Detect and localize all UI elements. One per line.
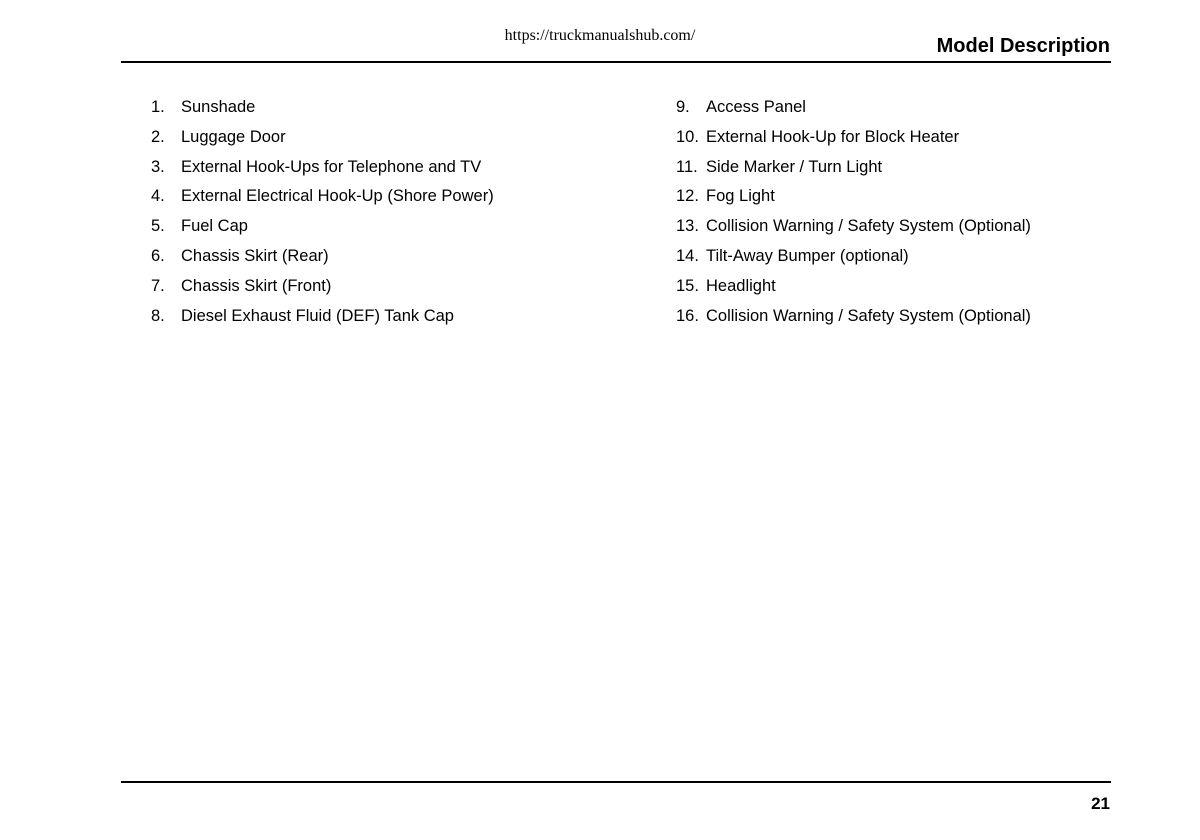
- list-item: [151, 304, 494, 334]
- item-number: 13.: [676, 217, 699, 236]
- item-label: Sunshade: [181, 98, 256, 116]
- list-item: [676, 155, 1031, 185]
- list-item: [151, 244, 494, 274]
- item-number: 6.: [151, 246, 165, 265]
- list-item: [676, 304, 1031, 334]
- header-rule: [121, 61, 1111, 63]
- list-item: [676, 274, 1031, 304]
- item-label: Side Marker / Turn Light: [706, 157, 883, 176]
- footer-rule: [121, 781, 1111, 783]
- page-number: 21: [1091, 794, 1110, 813]
- item-number: 15.: [676, 276, 699, 295]
- item-label: Headlight: [706, 276, 776, 295]
- item-label: External Hook-Up for Block Heater: [706, 127, 960, 146]
- item-number: 4.: [151, 187, 165, 206]
- item-label: Fog Light: [706, 187, 775, 206]
- item-label: Fuel Cap: [181, 217, 248, 236]
- section-title: Model Description: [936, 35, 1110, 57]
- item-label: Tilt-Away Bumper (optional): [706, 246, 909, 265]
- source-url: https://truckmanualshub.com/: [504, 27, 696, 44]
- item-number: 11.: [676, 157, 698, 176]
- item-number: 5.: [151, 217, 165, 236]
- list-item: [151, 184, 494, 214]
- legend-list-right: [676, 95, 1031, 333]
- item-number: 14.: [676, 246, 699, 265]
- item-label: External Hook-Ups for Telephone and TV: [181, 157, 482, 176]
- list-item: [676, 95, 1031, 125]
- list-item: [151, 274, 494, 304]
- item-label: Luggage Door: [181, 127, 286, 146]
- list-item: [151, 95, 494, 125]
- item-number: 12.: [676, 187, 699, 206]
- item-number: 1.: [151, 98, 165, 116]
- list-item: [676, 244, 1031, 274]
- list-item: [151, 155, 494, 185]
- item-number: 8.: [151, 306, 165, 325]
- item-number: 3.: [151, 157, 165, 176]
- list-item: [676, 184, 1031, 214]
- item-label: Diesel Exhaust Fluid (DEF) Tank Cap: [181, 306, 454, 325]
- item-label: Chassis Skirt (Front): [181, 276, 332, 295]
- list-item: [151, 214, 494, 244]
- item-label: Chassis Skirt (Rear): [181, 246, 329, 265]
- item-number: 9.: [676, 98, 690, 116]
- list-item: [676, 214, 1031, 244]
- legend-list-left: [151, 95, 494, 333]
- item-label: Collision Warning / Safety System (Optional): [706, 306, 1031, 325]
- item-number: 7.: [151, 276, 165, 295]
- item-label: External Electrical Hook-Up (Shore Power): [181, 187, 494, 206]
- item-number: 10.: [676, 127, 699, 146]
- list-item: [151, 125, 494, 155]
- item-number: 2.: [151, 127, 165, 146]
- item-label: Access Panel: [706, 98, 806, 116]
- list-item: [676, 125, 1031, 155]
- item-number: 16.: [676, 306, 699, 325]
- item-label: Collision Warning / Safety System (Optional): [706, 217, 1031, 236]
